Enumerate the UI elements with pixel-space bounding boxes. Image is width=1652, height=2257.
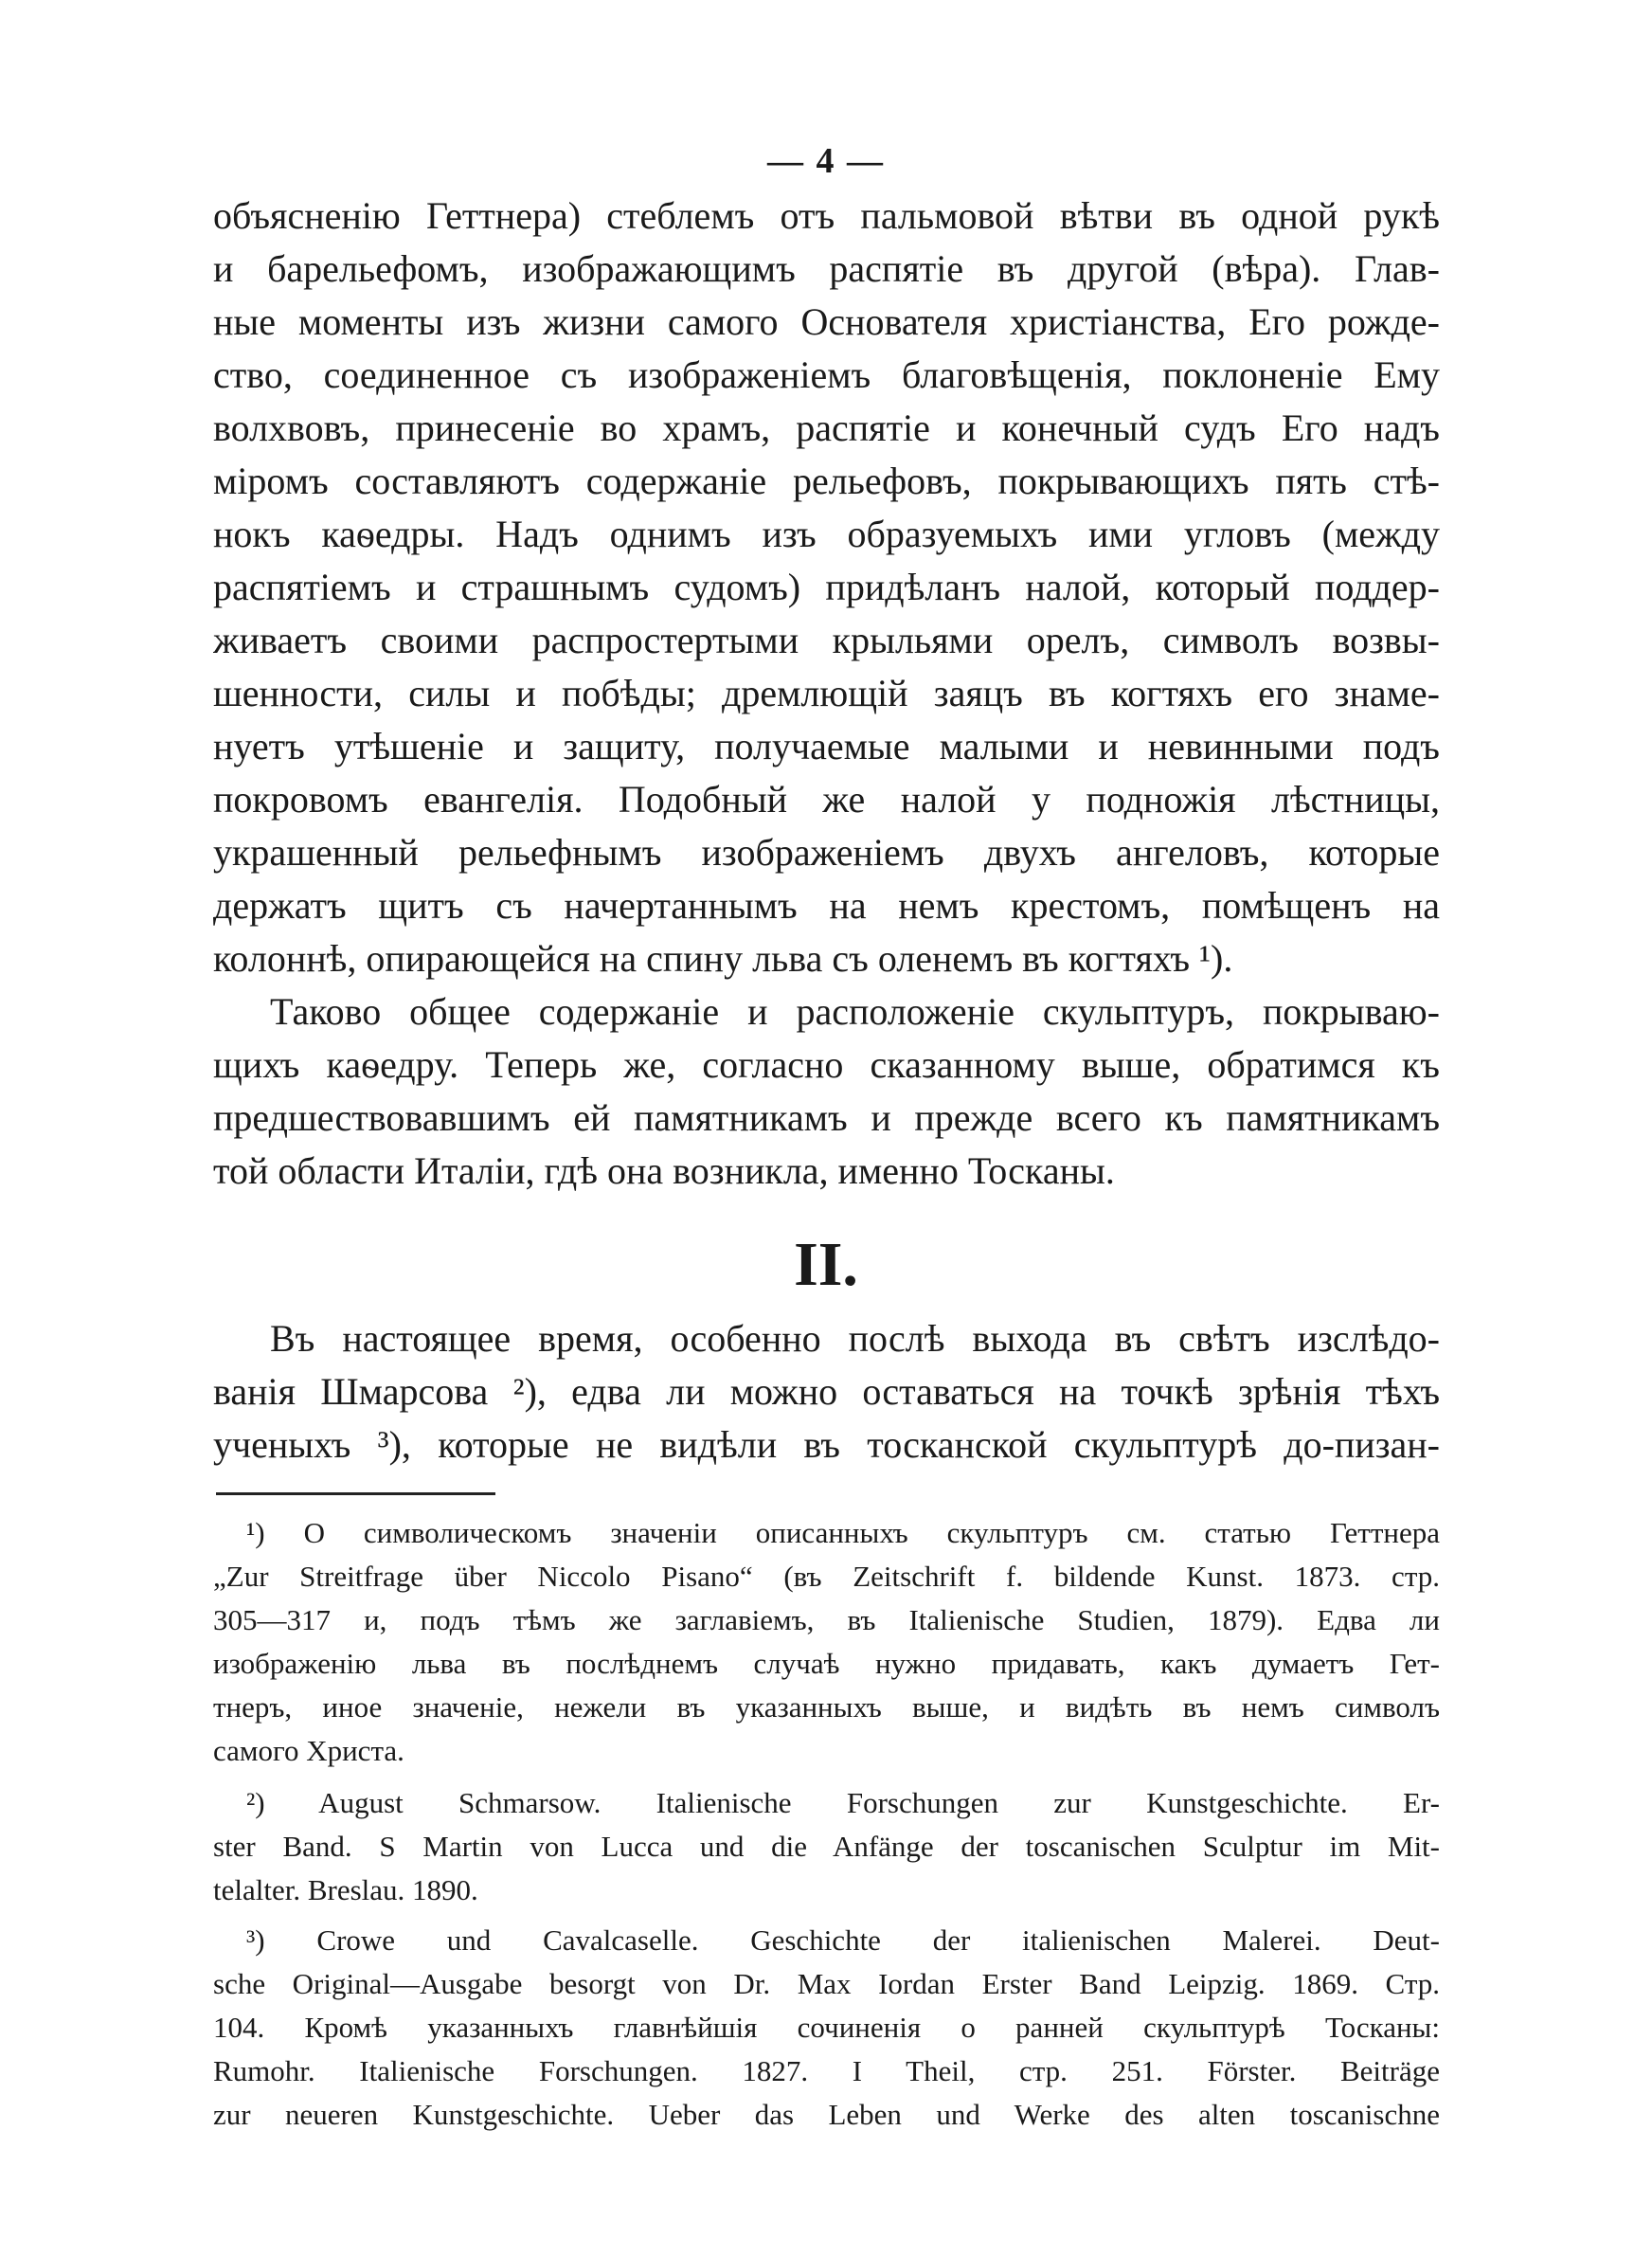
text-line: Въ настоящее время, особенно послѣ выхода въ свѣтъ изслѣдо- (270, 1317, 1440, 1360)
footnote-3 (213, 1919, 1440, 2137)
text-line: предшествовавшимъ ей памятникамъ и прежде всего къ памятникамъ (213, 1096, 1440, 1139)
text-line: ученыхъ ³), которые не видѣли въ тосканской скульптурѣ до-пизан- (213, 1423, 1440, 1466)
footnote-line: ster Band. S Martin von Lucca und die Anfänge der toscanischen Sculptur im Mit- (213, 1830, 1440, 1863)
text-line: распятіемъ и страшнымъ судомъ) придѣланъ налой, который поддер- (213, 566, 1440, 608)
footnote-line: Rumohr. Italienische Forschungen. 1827. I Theil, стр. 251. Förster. Beiträge (213, 2054, 1440, 2087)
text-line: держатъ щитъ съ начертаннымъ на немъ крестомъ, помѣщенъ на (213, 884, 1440, 927)
footnote-line: 305—317 и, подъ тѣмъ же заглавіемъ, въ Italienische Studien, 1879). Едва ли (213, 1603, 1440, 1636)
paragraph-1 (213, 190, 1440, 985)
text-line: шенности, силы и побѣды; дремлющій заяцъ въ когтяхъ его знаме- (213, 672, 1440, 714)
footnote-line: изображенію льва въ послѣднемъ случаѣ нужно придавать, какъ думаетъ Гет- (213, 1647, 1440, 1680)
text-line: объясненію Геттнера) стеблемъ отъ пальмовой вѣтви въ одной рукѣ (213, 194, 1440, 237)
footnote-line: telalter. Breslau. 1890. (213, 1873, 478, 1906)
text-line: ванія Шмарсова ²), едва ли можно оставаться на точкѣ зрѣнія тѣхъ (213, 1370, 1440, 1413)
footnote-line: самого Христа. (213, 1734, 404, 1767)
footnote-line: ¹) О символическомъ значеніи описанныхъ скульптуръ см. статью Геттнера (246, 1516, 1440, 1549)
footnote-divider (216, 1492, 495, 1495)
text-line: ные моменты изъ жизни самого Основателя христіанства, Его рожде- (213, 300, 1440, 343)
text-line: украшенный рельефнымъ изображеніемъ двухъ ангеловъ, которые (213, 831, 1440, 874)
text-line: міромъ составляютъ содержаніе рельефовъ, покрывающихъ пять стѣ- (213, 460, 1440, 502)
footnote-line: „Zur Streitfrage über Niccolo Pisano“ (въ Zeitschrift f. bildende Kunst. 1873. стр. (213, 1560, 1440, 1593)
text-line: покровомъ евангелія. Подобный же налой у подножія лѣстницы, (213, 778, 1440, 821)
footnote-line: тнеръ, иное значеніе, нежели въ указанныхъ выше, и видѣть въ немъ символъ (213, 1690, 1440, 1724)
footnote-line: ²) August Schmarsow. Italienische Forschungen zur Kunstgeschichte. Er- (246, 1786, 1440, 1819)
text-line: живаетъ своими распростертыми крыльями орелъ, символъ возвы- (213, 619, 1440, 661)
paragraph-2 (213, 985, 1440, 1198)
footnote-line: 104. Кромѣ указанныхъ главнѣйшія сочиненія о ранней скульптурѣ Тосканы: (213, 2011, 1440, 2044)
section-heading: II. (794, 1230, 858, 1299)
text-line: щихъ каѳедру. Теперь же, согласно сказанному выше, обратимся къ (213, 1043, 1440, 1086)
text-line: волхвовъ, принесеніе во храмъ, распятіе и конечный судъ Его надъ (213, 406, 1440, 449)
footnote-line: zur neueren Kunstgeschichte. Ueber das Leben und Werke des alten toscanischne (213, 2098, 1440, 2131)
text-line: нуетъ утѣшеніе и защиту, получаемые малыми и невинными подъ (213, 725, 1440, 767)
footnote-2 (213, 1781, 1440, 1912)
text-line: ство, соединенное съ изображеніемъ благовѣщенія, поклоненіе Ему (213, 353, 1440, 396)
footnote-1 (213, 1511, 1440, 1773)
text-line: нокъ каѳедры. Надъ однимъ изъ образуемыхъ ими угловъ (между (213, 513, 1440, 555)
text-line: той области Италіи, гдѣ она возникла, именно Тосканы. (213, 1149, 1115, 1192)
footnote-line: sche Original—Ausgabe besorgt von Dr. Max Iordan Erster Band Leipzig. 1869. Стр. (213, 1967, 1440, 2000)
paragraph-3 (213, 1312, 1440, 1472)
text-line: и барельефомъ, изображающимъ распятіе въ другой (вѣра). Глав- (213, 247, 1440, 290)
page-number: — 4 — (767, 141, 885, 181)
text-line: колоннѣ, опирающейся на спину льва съ оленемъ въ когтяхъ ¹). (213, 937, 1233, 980)
footnote-line: ³) Crowe und Cavalcaselle. Geschichte der italienischen Malerei. Deut- (246, 1923, 1440, 1957)
text-line: Таково общее содержаніе и расположеніе скульптуръ, покрываю- (270, 990, 1440, 1033)
